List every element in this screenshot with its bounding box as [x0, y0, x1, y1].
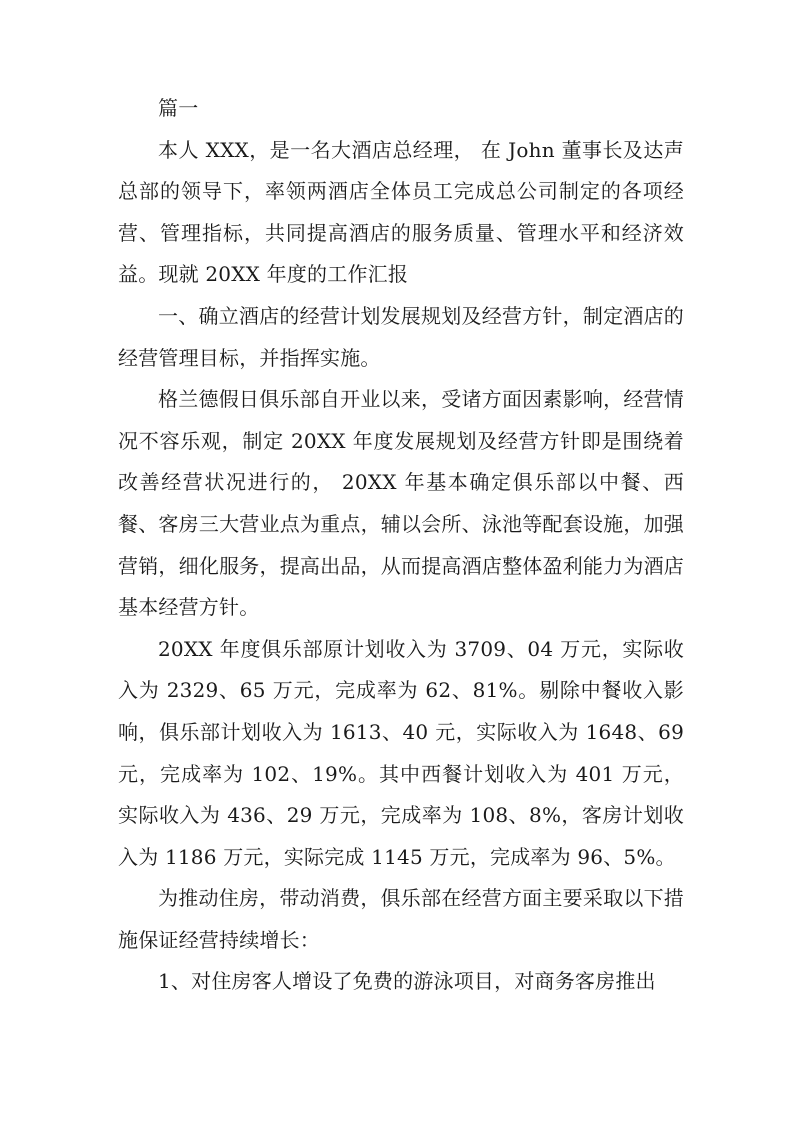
- paragraph-club-overview: 格兰德假日俱乐部自开业以来，受诸方面因素影响，经营情况不容乐观，制定 20XX 年度发展规划及经营方针即是围绕着改善经营状况进行的， 20XX 年基本确定俱乐部以中餐、西餐、客房三大营业点为重点，辅以会所、泳池等配套设施，加强营销，细化服务，提高出品，从而提高酒店整体盈利能力为酒店基本经营方针。: [118, 387, 684, 620]
- section-label: 篇一: [158, 96, 199, 120]
- document-body: [118, 88, 684, 1003]
- paragraph-intro: 本人 XXX，是一名大酒店总经理， 在 John 董事长及达声总部的领导下，率领两酒店全体员工完成总公司制定的各项经营、管理指标，共同提高酒店的服务质量、管理水平和经济效益。现就 20XX 年度的工作汇报: [118, 137, 684, 287]
- paragraph-measures-intro: 为推动住房，带动消费，俱乐部在经营方面主要采取以下措施保证经营持续增长：: [118, 886, 684, 952]
- paragraph-measure-1: 1、对住房客人增设了免费的游泳项目，对商务客房推出: [158, 969, 656, 994]
- paragraph-revenue-figures: 20XX 年度俱乐部原计划收入为 3709、04 万元，实际收入为 2329、65 万元，完成率为 62、81%。剔除中餐收入影响，俱乐部计划收入为 1613、40 元，实际收入为 1648、69 元，完成率为 102、19%。其中西餐计划收入为 401 万元，实际收入为 436、29 万元，完成率为 108、8%，客房计划收入为 1186 万元，实际完成 1145 万元，完成率为 96、5%。: [118, 636, 684, 869]
- paragraph-section-heading: 一、确立酒店的经营计划发展规划及经营方针，制定酒店的经营管理目标，并指挥实施。: [118, 303, 684, 370]
